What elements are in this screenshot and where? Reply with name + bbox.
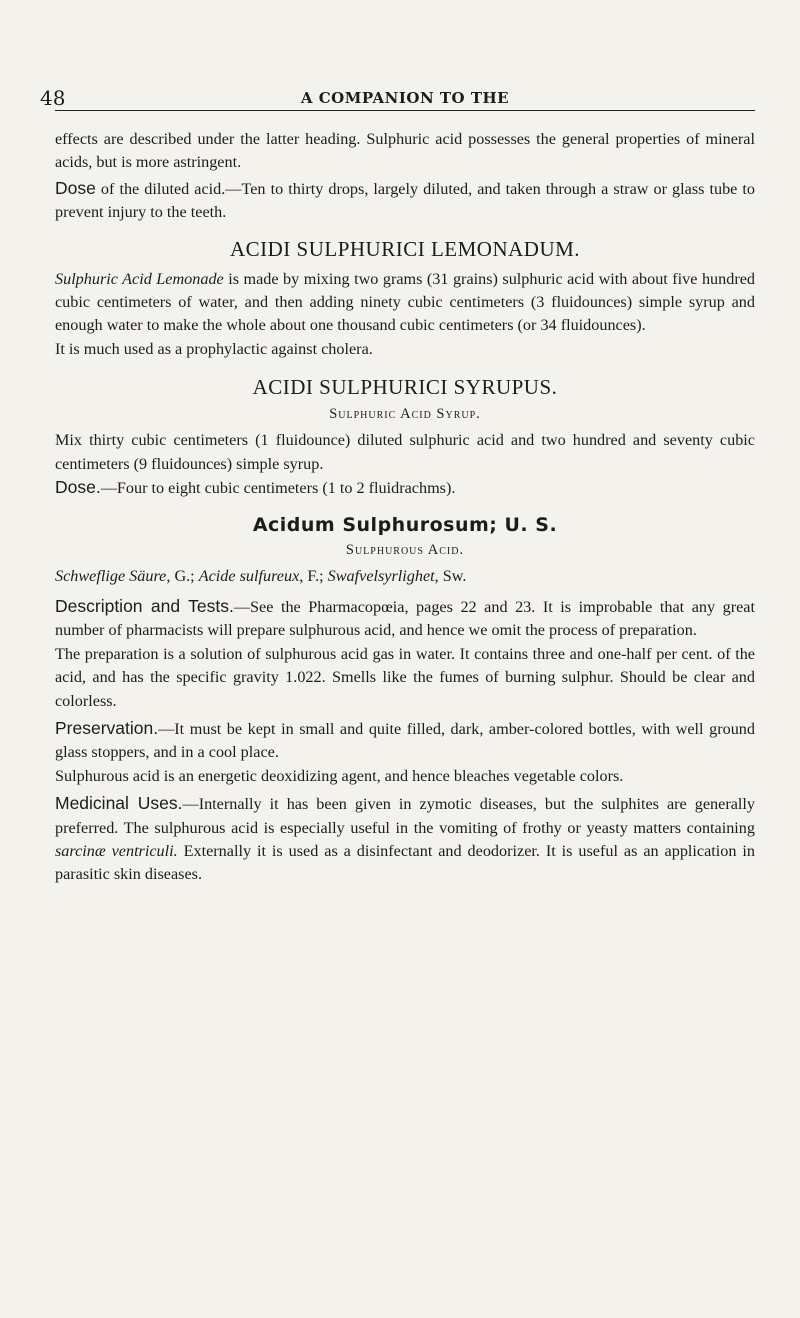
running-title: A COMPANION TO THE	[300, 89, 510, 107]
lemonade-use: It is much used as a prophylactic against cholera.	[55, 339, 373, 358]
syrup-paragraph: Mix thirty cubic centimeters (1 fluidounce) diluted sulphuric acid and two hundred and seventy cubic centimeters (9 fluidounces) simple syrup.	[55, 431, 755, 473]
medicinal-paragraph	[55, 792, 755, 887]
heading-syrupus: ACIDI SULPHURICI SYRUPUS.	[252, 375, 558, 400]
heading-sulphurosum: Acidum Sulphurosum; U. S.	[252, 514, 558, 537]
dose2-label: Dose.	[55, 477, 101, 498]
subheading-syrupus: Sulphuric Acid Syrup.	[329, 406, 481, 423]
subheading-sulphurosum: Sulphurous Acid.	[345, 542, 465, 559]
medicinal-text-1: —Internally it has been given in zymotic diseases, but the sulphites are generally preferred. The sulphurous acid is especially useful in the vomiting of frothy or yeasty matters containing	[55, 795, 755, 837]
dose2-text: —Four to eight cubic centimeters (1 to 2 fluidrachms).	[100, 479, 456, 498]
synonym-swedish-tag: , Sw.	[434, 567, 467, 586]
description-paragraph	[55, 595, 755, 643]
description-text: —See the Pharmacopœia, pages 22 and 23. It is improbable that any great number of pharmacists will prepare sulphurous acid, and hence we omit the process of preparation.	[55, 597, 755, 640]
preservation-text: —It must be kept in small and quite filled, dark, amber-colored bottles, with well ground glass stoppers, and in a cool place.	[55, 719, 755, 762]
medicinal-italic: sarcinæ ventriculi.	[55, 841, 178, 860]
synonyms	[55, 565, 755, 588]
synonym-french-tag: , F.;	[299, 567, 328, 586]
dose2-paragraph	[55, 476, 755, 500]
dose-text: of the diluted acid.—Ten to thirty drops, largely diluted, and taken through a straw or glass tube to prevent injury to the teeth.	[55, 179, 755, 222]
dose-paragraph	[55, 177, 755, 225]
page-number: 48	[40, 86, 66, 110]
medicinal-label: Medicinal Uses.	[55, 793, 183, 814]
preservation-label: Preservation.	[55, 717, 159, 738]
page-body	[55, 128, 755, 887]
synonym-german-tag: , G.;	[166, 567, 199, 586]
heading-lemonadum: ACIDI SULPHURICI LEMONADUM.	[229, 236, 581, 261]
preservation-paragraph-2: Sulphurous acid is an energetic deoxidizing agent, and hence bleaches vegetable colors.	[55, 766, 624, 785]
paragraph-intro: effects are described under the latter heading. Sulphuric acid possesses the general properties of mineral acids, but is more astringent.	[55, 130, 755, 172]
synonym-german: Schweflige Säure	[55, 567, 167, 586]
synonym-swedish: Swafvelsyrlighet	[327, 567, 435, 586]
lemonade-paragraph	[55, 268, 755, 338]
lemonade-text: is made by mixing two grams (31 grains) sulphuric acid with about five hundred cubic centimeters of water, and then adding ninety cubic centimeters (3 fluidounces) simple syrup and enough water to make the whole about one thousand cubic centimeters (or 34 fluidounces).	[55, 269, 755, 335]
dose-label: Dose	[55, 177, 96, 198]
medicinal-text-2: Externally it is used as a disinfectant and deodorizer. It is useful as an application in parasitic skin diseases.	[55, 841, 755, 884]
description-label: Description and Tests.	[55, 595, 234, 616]
description-paragraph-2: The preparation is a solution of sulphurous acid gas in water. It contains three and one-half per cent. of the acid, and has the specific gravity 1.022. Smells like the fumes of burning sulphur. Should be clear and colorless.	[55, 644, 755, 710]
page-header	[40, 86, 755, 111]
synonym-french: Acide sulfureux	[198, 567, 300, 586]
preservation-paragraph	[55, 717, 755, 765]
lemonade-italic: Sulphuric Acid Lemonade	[55, 269, 224, 288]
